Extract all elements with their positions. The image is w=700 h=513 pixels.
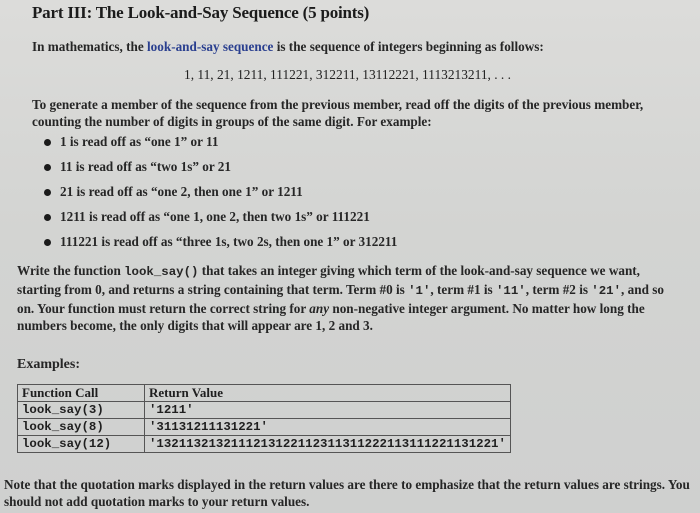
bullet-icon	[44, 164, 51, 171]
note-paragraph: Note that the quotation marks displayed in the return values are there to emphasize that the return values are strings. You should not add quotation marks to your return values.	[4, 477, 690, 509]
function-call-cell: look_say(3)	[18, 402, 145, 419]
column-header-function-call: Function Call	[18, 385, 145, 402]
examples-label: Examples:	[17, 357, 80, 372]
table-row	[18, 436, 511, 453]
term-2-value: '21'	[591, 284, 622, 298]
bullet-item: 1 is read off as “one 1” or 11	[44, 134, 397, 159]
intro-text-after: is the sequence of integers beginning as follows:	[273, 39, 544, 54]
table-row	[18, 402, 511, 419]
bullet-icon	[44, 139, 51, 146]
return-value-cell: '1211'	[145, 402, 511, 419]
task-paragraph: Write the function look_say() that takes an integer giving which term of the look-and-say sequence we want, starting from 0, and returns a string containing that term. Term #0 is '1', term #1 is '11', term #2 is '21', and so on. Your function must return the correct string for any non-negative integer argument. No matter how long the numbers become, the only digits that will appear are 1, 2 and 3.	[17, 263, 664, 333]
bullet-icon	[44, 214, 51, 221]
function-name: look_say()	[124, 265, 199, 279]
return-value-cell: '1321132132111213122112311311222113111221131221'	[145, 436, 511, 453]
look-and-say-link[interactable]: look-and-say sequence	[147, 39, 274, 54]
term-1-value: '11'	[495, 284, 526, 298]
function-call-cell: look_say(8)	[18, 419, 145, 436]
table-row	[18, 419, 511, 436]
generate-paragraph: To generate a member of the sequence from the previous member, read off the digits of the previous member, counting the number of digits in groups of the same digit. For example:	[32, 97, 644, 129]
table-header-row	[18, 385, 511, 402]
bullet-icon	[44, 239, 51, 246]
function-call-cell: look_say(12)	[18, 436, 145, 453]
bullet-item: 111221 is read off as “three 1s, two 2s, then one 1” or 312211	[44, 234, 397, 259]
intro-paragraph	[32, 38, 544, 55]
sequence-line: 1, 11, 21, 1211, 111221, 312211, 13112221, 1113213211, . . .	[184, 67, 511, 82]
return-value-cell: '31131211131221'	[145, 419, 511, 436]
examples-table	[17, 384, 511, 453]
intro-text-before: In mathematics, the	[32, 39, 148, 54]
column-header-return-value: Return Value	[145, 385, 511, 402]
bullet-icon	[44, 189, 51, 196]
section-heading: Part III: The Look-and-Say Sequence (5 points)	[32, 3, 370, 22]
emphasis-any: any	[309, 301, 330, 316]
bullet-item: 1211 is read off as “one 1, one 2, then two 1s” or 111221	[44, 209, 397, 234]
example-bullet-list	[44, 134, 397, 259]
bullet-item: 21 is read off as “one 2, then one 1” or 1211	[44, 184, 397, 209]
bullet-item: 11 is read off as “two 1s” or 21	[44, 159, 397, 184]
term-0-value: '1'	[408, 284, 431, 298]
